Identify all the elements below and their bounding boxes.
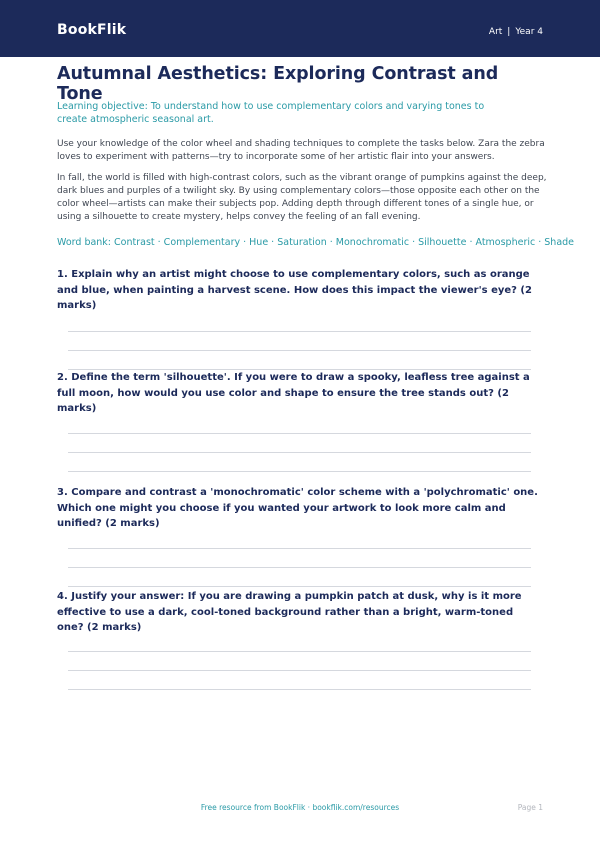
crumb-separator: | [507,27,511,37]
answer-line[interactable] [68,452,531,453]
answer-line[interactable] [68,433,531,434]
brand-logo-text[interactable]: BookFlik [57,22,127,38]
subject-year-label [489,27,543,37]
answer-line[interactable] [68,670,531,671]
answer-line[interactable] [68,331,531,332]
intro-paragraph: Use your knowledge of the color wheel and shading techniques to complete the tasks below. Zara the zebra loves to experiment with patterns—try to incorporate some of her artistic flair into your answers. [57,139,545,162]
question-3: 3. Compare and contrast a 'monochromatic' color scheme with a 'polychromatic' one. Which one might you choose if you wanted your artwork to look more calm and unified? (2 marks) [57,487,538,529]
question-2: 2. Define the term 'silhouette'. If you were to draw a spooky, leafless tree against a full moon, how would you use color and shape to ensure the tree stands out? (2 marks) [57,372,530,414]
page-number: Page 1 [517,803,543,812]
answer-line[interactable] [68,350,531,351]
word-bank: Word bank: Contrast · Complementary · Hue · Saturation · Monochromatic · Silhouette · Atmospheric · Shade [57,237,575,248]
footer-resource-link[interactable]: Free resource from BookFlik · bookflik.com/resources [200,803,400,812]
answer-line[interactable] [68,471,531,472]
body-paragraph: In fall, the world is filled with high-contrast colors, such as the vibrant orange of pumpkins against the deep, dark blues and purples of a twilight sky. By using complementary colors—those opposite each other on the color wheel—artists can make their subjects pop. Adding depth through different tones of a single hue, or using a silhouette to create mystery, helps convey the feeling of an fall evening. [57,173,547,222]
answer-line[interactable] [68,689,531,690]
question-4: 4. Justify your answer: If you are drawing a pumpkin patch at dusk, why is it more effective to use a dark, cool-toned background rather than a bright, warm-toned one? (2 marks) [57,591,522,633]
answer-line[interactable] [68,586,531,587]
answer-line[interactable] [68,548,531,549]
question-1: 1. Explain why an artist might choose to use complementary colors, such as orange and blue, when painting a harvest scene. How does this impact the viewer's eye? (2 marks) [57,269,532,311]
learning-objective: Learning objective: To understand how to use complementary colors and varying tones to create atmospheric seasonal art. [57,101,485,125]
header-bar [0,0,600,57]
year-label: Year 4 [515,27,543,37]
answer-line[interactable] [68,651,531,652]
subject-label: Art [488,27,503,37]
answer-line[interactable] [68,567,531,568]
worksheet-title: Autumnal Aesthetics: Exploring Contrast and Tone [57,64,499,104]
